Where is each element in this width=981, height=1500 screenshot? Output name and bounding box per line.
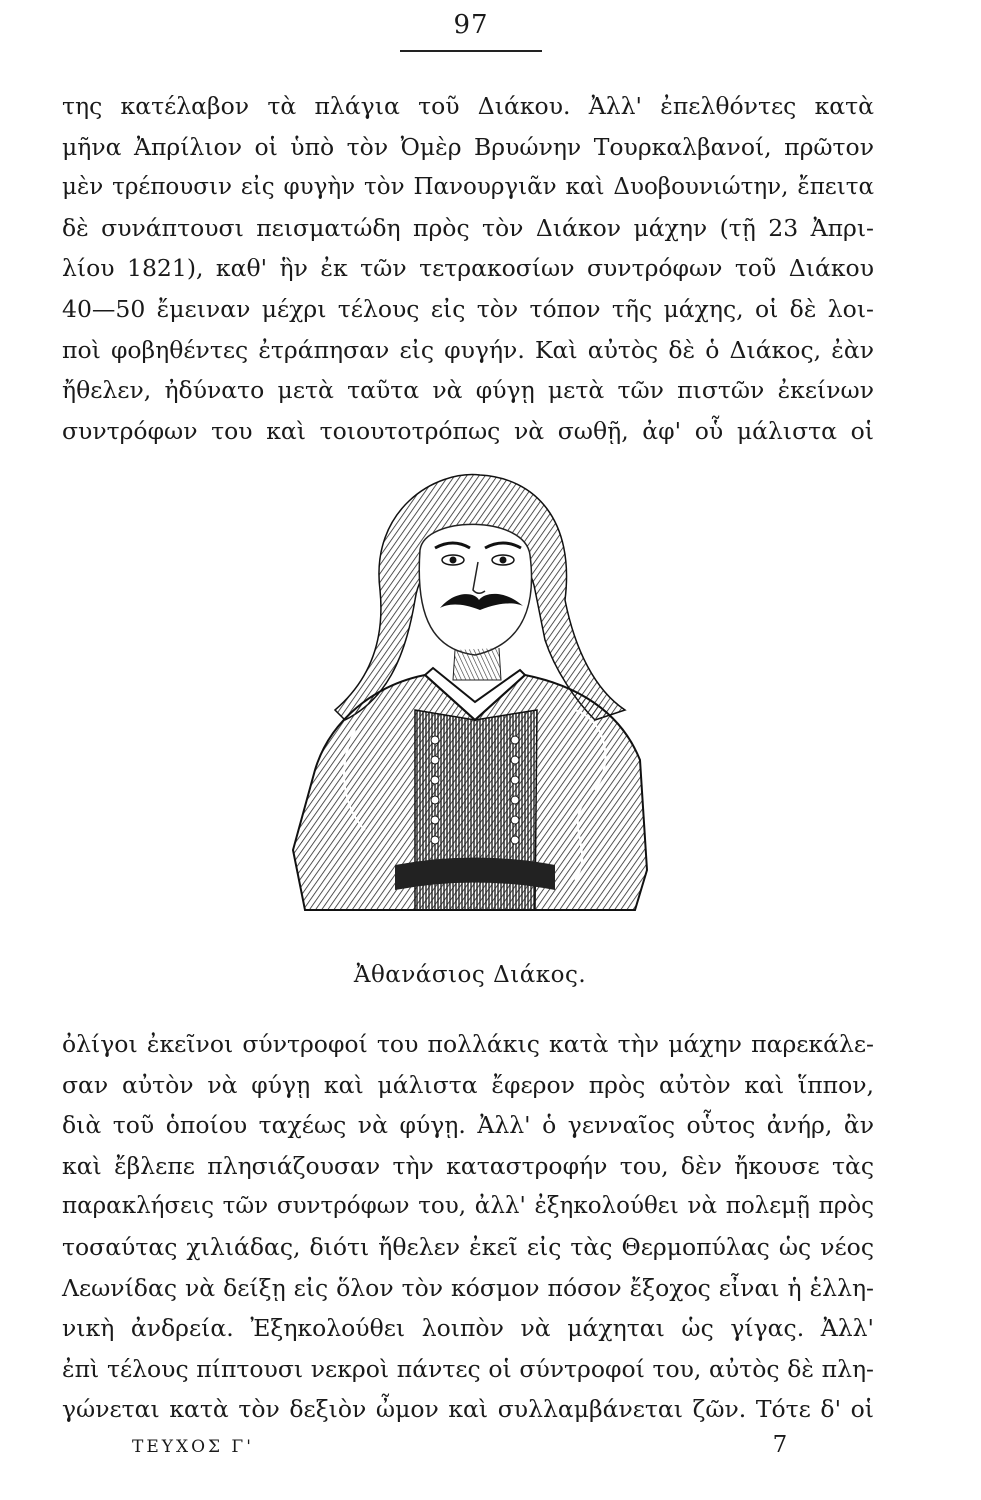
figure-caption: Ἀθανάσιος Διάκος. [353,962,587,988]
footer-sheet-number: 7 [772,1432,788,1458]
text-line: μῆνα Ἀπρίλιον οἱ ὑπὸ τὸν Ὀμὲρ Βρυώνην Τουρκαλβανοί, πρῶτον [62,132,874,161]
text-line: Λεωνίδας νὰ δείξῃ εἰς ὅλον τὸν κόσμον πόσον ἔξοχος εἶναι ἡ ἑλλη- [62,1273,874,1302]
portrait-engraving [275,470,665,940]
text-line: σαν αὐτὸν νὰ φύγῃ καὶ μάλιστα ἔφερον πρὸς αὐτὸν καὶ ἵππον, [62,1070,874,1099]
text-line: τοσαύτας χιλιάδας, διότι ἤθελεν ἐκεῖ εἰς τὰς Θερμοπύλας ὡς νέος [62,1232,874,1261]
page-number: 97 [453,10,489,40]
text-line: 40—50 ἔμειναν μέχρι τέλους εἰς τὸν τόπον τῆς μάχης, οἱ δὲ λοι- [62,294,874,323]
footer-signature: ΤΕΥΧΟΣ Γ' [132,1437,254,1457]
text-line: συντρόφων του καὶ τοιουτοτρόπως νὰ σωθῇ, ἀφ' οὗ μάλιστα οἱ [62,416,874,445]
text-line: λίου 1821), καθ' ἣν ἐκ τῶν τετρακοσίων συντρόφων τοῦ Διάκου [62,254,874,283]
text-line: ἐπὶ τέλους πίπτουσι νεκροὶ πάντες οἱ σύντροφοί του, αὐτὸς δὲ πλη- [62,1354,874,1383]
text-line: καὶ ἔβλεπε πλησιάζουσαν τὴν καταστροφήν του, δὲν ἤκουσε τὰς [62,1151,874,1180]
text-line: παρακλήσεις τῶν συντρόφων του, ἀλλ' ἐξηκολούθει νὰ πολεμῇ πρὸς [62,1193,874,1220]
text-line: ἤθελεν, ἠδύνατο μετὰ ταῦτα νὰ φύγῃ μετὰ τῶν πιστῶν ἐκείνων [62,376,874,405]
text-line: μὲν τρέπουσιν εἰς φυγὴν τὸν Πανουργιᾶν καὶ Δυοβουνιώτην, ἔπειτα [62,174,874,201]
text-line: ποὶ φοβηθέντες ἐτράπησαν εἰς φυγήν. Καὶ αὐτὸς δὲ ὁ Διάκος, ἐὰν [62,335,874,364]
text-line: διὰ τοῦ ὁποίου ταχέως νὰ φύγῃ. Ἀλλ' ὁ γενναῖος οὗτος ἀνήρ, ἂν [62,1111,874,1140]
text-line: γώνεται κατὰ τὸν δεξιὸν ὦμον καὶ συλλαμβάνεται ζῶν. Τότε δ' οἱ [62,1395,874,1424]
text-line: νικὴ ἀνδρεία. Ἐξηκολούθει λοιπὸν νὰ μάχηται ὡς γίγας. Ἀλλ' [62,1314,874,1343]
text-line: της κατέλαβον τὰ πλάγια τοῦ Διάκου. Ἀλλ' ἐπελθόντες κατὰ [62,92,874,120]
text-line: ὀλίγοι ἐκεῖνοι σύντροφοί του πολλάκις κατὰ τὴν μάχην παρεκάλε- [62,1030,874,1058]
header-rule [400,50,542,52]
paragraph-2 [62,1024,874,1430]
paragraph-1 [62,86,874,451]
text-line: δὲ συνάπτουσι πεισματώδη πρὸς τὸν Διάκον μάχην (τῇ 23 Ἀπρι- [62,213,874,242]
